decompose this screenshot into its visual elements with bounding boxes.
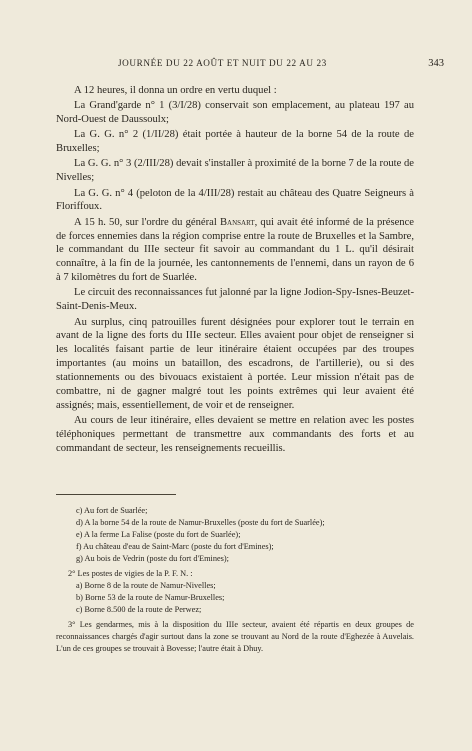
footnotes — [56, 505, 414, 655]
running-title: JOURNÉE DU 22 AOÛT ET NUIT DU 22 AU 23 — [118, 58, 327, 68]
footnote-item: c) Borne 8.500 de la route de Perwez; — [76, 605, 202, 614]
footnote-divider — [56, 494, 176, 495]
paragraph: Au surplus, cinq patrouilles furent désignées pour explorer tout le terrain en avant de la ligne des forts du IIIe secteur. Elles avaient pour objet de renseigner si les localités faisant partie de leur itinéraire étaient occupées par des troupes importantes (au moins un bataillon, des escadrons, de l'artillerie), ou si des stationnements ou des bivouacs existaient à portée. Leur mission n'était pas de combattre, ni de gagner malgré tout les points extrêmes qui leur avaient été assignés; mais, essentiellement, de voir et de renseigner. — [56, 316, 414, 412]
footnote-item: b) Borne 53 de la route de Namur-Bruxelles; — [76, 593, 225, 602]
page-number: 343 — [428, 58, 444, 69]
footnote-item: c) Au fort de Suarlée; — [76, 506, 148, 515]
footnote-item: a) Borne 8 de la route de Namur-Nivelles; — [76, 581, 216, 590]
footnote-heading: 2° Les postes de vigies de la P. F. N. : — [68, 569, 193, 578]
paragraph: La G. G. n° 4 (peloton de la 4/III/28) restait au château des Quatre Seigneurs à Floriffoux. — [56, 187, 414, 213]
paragraph: La G. G. n° 3 (2/III/28) devait s'installer à proximité de la borne 7 de la route de Nivelles; — [56, 158, 414, 184]
paragraph: Au cours de leur itinéraire, elles devaient se mettre en relation avec les postes téléphoniques permettant de transmettre aux commandants des forts et au commandant de secteur, les renseignements recueillis. — [56, 415, 414, 455]
page-header — [56, 58, 444, 74]
person-name: Bansart — [219, 216, 255, 228]
paragraph: La G. G. n° 2 (1/II/28) était portée à hauteur de la borne 54 de la route de Bruxelles; — [56, 129, 414, 155]
paragraph: A 12 heures, il donna un ordre en vertu duquel : — [74, 85, 277, 96]
text-run: A 15 h. 50, sur l'ordre du général — [74, 216, 220, 228]
footnote-item: d) A la borne 54 de la route de Namur-Bruxelles (poste du fort de Suarlée); — [76, 518, 325, 527]
paragraph: Le circuit des reconnaissances fut jalonné par la ligne Jodion-Spy-Isnes-Beuzet-Saint-Denis-Meux. — [56, 287, 414, 313]
footnote-paragraph: 3° Les gendarmes, mis à la disposition du IIIe secteur, avaient été répartis en deux groupes de reconnaissances chargés d'agir surtout dans la zone se trouvant au Nord de la route d'Eghezée à Auvelais. L'un de ces groupes se trouvait à Bovesse; l'autre était à Dhuy. — [56, 620, 414, 653]
footnote-item: e) A la ferme La Falise (poste du fort de Suarlée); — [76, 530, 241, 539]
paragraph: La Grand'garde n° 1 (3/I/28) conservait son emplacement, au plateau 197 au Nord-Ouest de Daussoulx; — [56, 100, 414, 126]
body-text — [56, 84, 414, 457]
paragraph — [56, 216, 414, 286]
text-run: , qui avait été informé de la présence de forces ennemies dans la région comprise entre la route de Bruxelles et la Sambre, le commandant du IIIe secteur fit savoir au commandant du 1 L. qu'il désirait connaître, à la fin de la journée, les cantonnements de l'ennemi, dans un rayon de 6 à 7 kilomètres du fort de Suarlée. — [56, 216, 414, 284]
footnote-item: f) Au château d'eau de Saint-Marc (poste du fort d'Emines); — [76, 542, 274, 551]
footnote-item: g) Au bois de Vedrin (poste du fort d'Emines); — [76, 554, 229, 563]
